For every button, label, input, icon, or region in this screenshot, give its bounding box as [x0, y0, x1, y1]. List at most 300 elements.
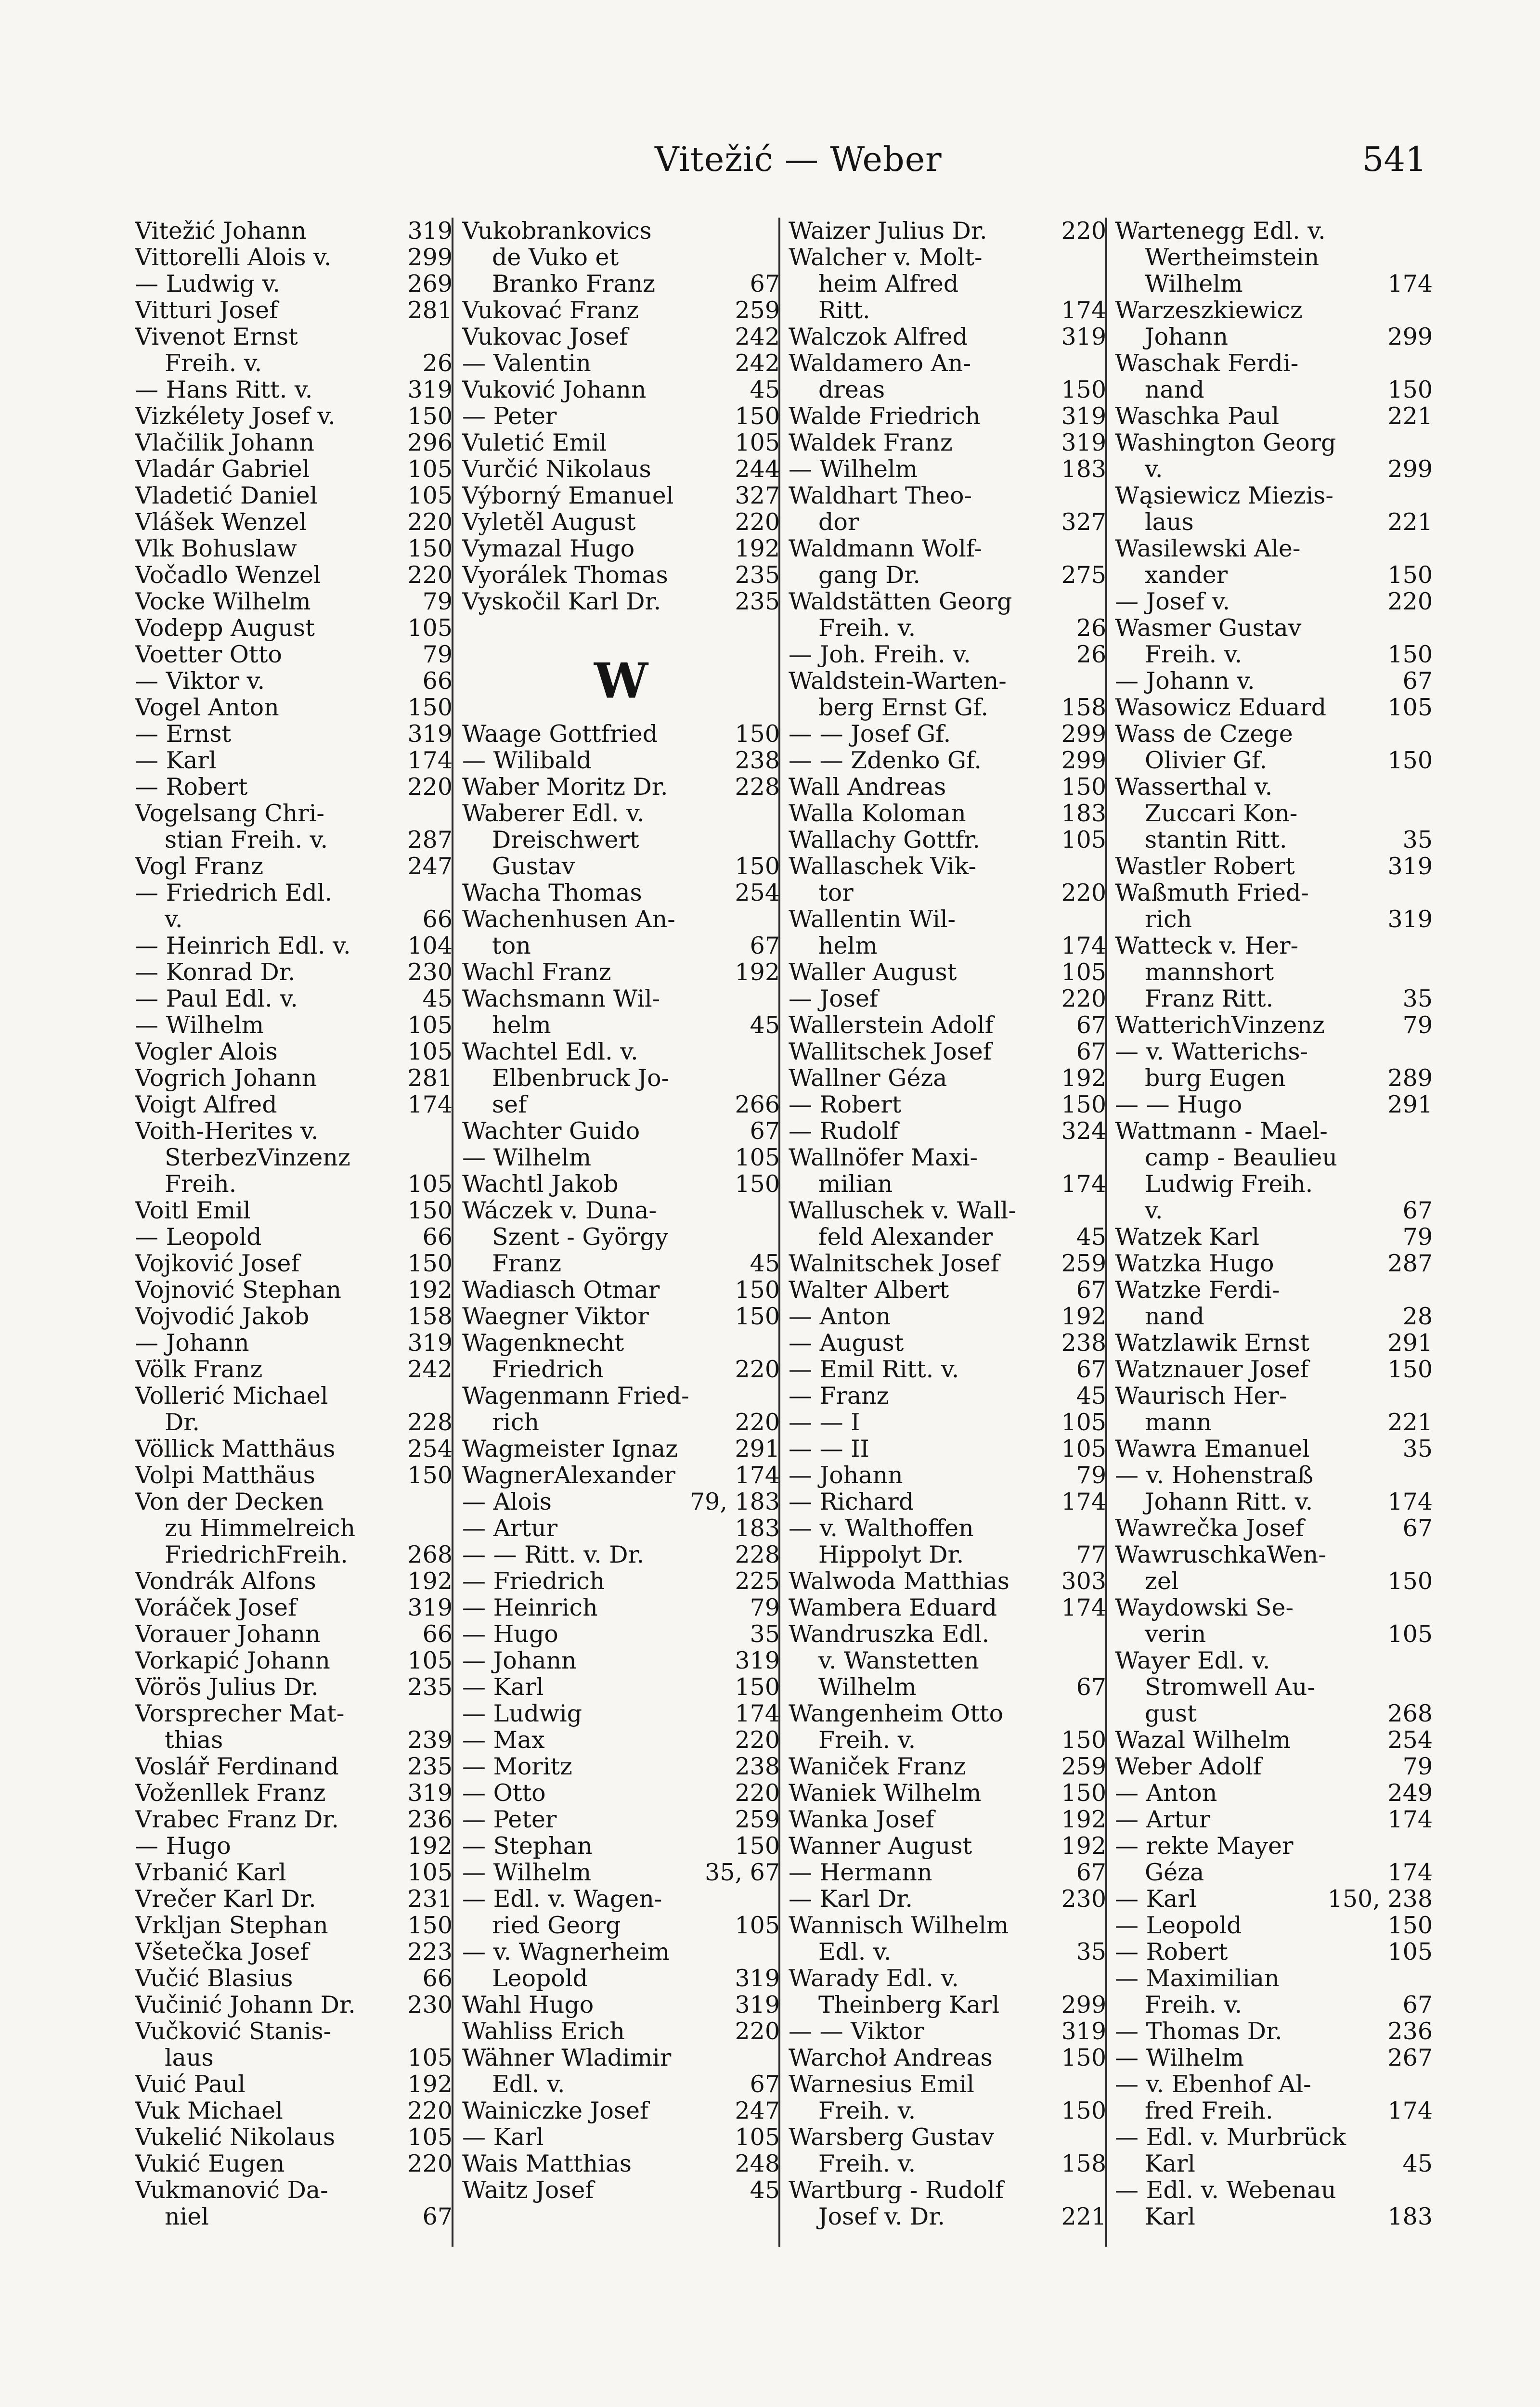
entry-name: Vitturi Josef	[135, 297, 278, 324]
entry-name: burg Eugen	[1145, 1065, 1286, 1091]
index-entry	[462, 1197, 780, 1224]
index-entry	[1115, 1462, 1433, 1488]
entry-name: Waegner Viktor	[462, 1303, 649, 1330]
entry-name: nand	[1145, 376, 1204, 403]
index-entry	[789, 668, 1106, 694]
entry-name: Wasilewski Ale-	[1115, 535, 1301, 562]
entry-name: Wattmann - Mael-	[1115, 1118, 1328, 1144]
index-entry-continuation	[1115, 509, 1433, 535]
entry-page: 230	[1061, 1886, 1106, 1912]
entry-page: 35	[1402, 827, 1433, 853]
index-entry	[462, 1515, 780, 1541]
index-entry	[462, 324, 780, 350]
index-entry	[1115, 297, 1433, 324]
entry-name: Výborný Emanuel	[462, 482, 674, 509]
entry-page: 105	[735, 2124, 780, 2150]
entry-name: Vittorelli Alois v.	[135, 244, 332, 271]
index-entry	[789, 827, 1106, 853]
entry-name: — Robert	[135, 774, 248, 800]
entry-name: Wawra Emanuel	[1115, 1436, 1310, 1462]
entry-name: Vyskočil Karl Dr.	[462, 588, 661, 615]
entry-page	[1101, 906, 1106, 932]
index-entry	[462, 906, 780, 932]
index-entry	[789, 800, 1106, 827]
entry-page	[1428, 1038, 1433, 1065]
entry-page	[775, 1886, 780, 1912]
entry-name: Wilhelm	[818, 1674, 917, 1700]
entry-page: 299	[1061, 747, 1106, 774]
index-entry	[1115, 1886, 1433, 1912]
index-entry-continuation	[462, 1065, 780, 1091]
entry-page: 319	[407, 218, 453, 244]
index-entry	[789, 959, 1106, 985]
index-entry	[135, 562, 453, 588]
index-entry-continuation	[789, 1992, 1106, 2018]
entry-name: feld Alexander	[818, 1224, 993, 1250]
entry-name: — Leopold	[1115, 1912, 1242, 1939]
entry-name: Waldamero An-	[789, 350, 971, 376]
index-entry	[135, 1647, 453, 1674]
index-entry	[135, 1118, 453, 1144]
index-entry	[462, 429, 780, 456]
entry-name: Zuccari Kon-	[1145, 800, 1298, 827]
entry-page: 238	[735, 747, 780, 774]
entry-page: 220	[407, 2097, 453, 2124]
entry-page	[1428, 2177, 1433, 2203]
entry-name: Freih. v.	[1145, 1992, 1242, 2018]
entry-name: Vogel Anton	[135, 694, 279, 721]
entry-page: 150	[1061, 1780, 1106, 1806]
index-entry	[462, 403, 780, 429]
entry-page: 105	[407, 1171, 453, 1197]
index-entry	[789, 721, 1106, 747]
entry-name: verin	[1145, 1621, 1206, 1647]
entry-page	[448, 1144, 453, 1171]
entry-name: — v. Watterichs-	[1115, 1038, 1308, 1065]
entry-page: 150	[1387, 641, 1433, 668]
index-entry	[1115, 535, 1433, 562]
index-entry	[135, 1356, 453, 1383]
entry-page	[1428, 297, 1433, 324]
entry-page: 79	[750, 1594, 780, 1621]
index-entry	[462, 1144, 780, 1171]
index-entry	[462, 1727, 780, 1753]
page-header	[0, 140, 1540, 193]
index-entry	[135, 429, 453, 456]
index-entry	[789, 218, 1106, 244]
entry-page: 105	[1387, 1939, 1433, 1965]
index-entry	[1115, 1038, 1433, 1065]
entry-page: 259	[1061, 1250, 1106, 1277]
entry-name: Szent - György	[492, 1224, 669, 1250]
entry-page: 174	[1387, 1859, 1433, 1886]
index-entry	[135, 1436, 453, 1462]
entry-name: — Karl	[135, 747, 217, 774]
entry-name: rich	[1145, 906, 1192, 932]
entry-name: — Edl. v. Webenau	[1115, 2177, 1336, 2203]
entry-name: Walwoda Matthias	[789, 1568, 1009, 1594]
entry-page: 174	[407, 1091, 453, 1118]
index-entry	[462, 509, 780, 535]
index-entry	[1115, 853, 1433, 880]
entry-page: 268	[1387, 1700, 1433, 1727]
index-entry	[1115, 1594, 1433, 1621]
index-entry	[789, 1515, 1106, 1541]
entry-name: Vogrich Johann	[135, 1065, 317, 1091]
entry-name: Wannisch Wilhelm	[789, 1912, 1009, 1939]
entry-name: Vuković Johann	[462, 376, 647, 403]
entry-name: — Heinrich	[462, 1594, 598, 1621]
entry-page: 105	[1387, 694, 1433, 721]
entry-page: 235	[407, 1674, 453, 1700]
entry-name: — Joh. Freih. v.	[789, 641, 971, 668]
entry-name: Waschak Ferdi-	[1115, 350, 1299, 376]
entry-name: Waberer Edl. v.	[462, 800, 645, 827]
entry-page: 267	[1387, 2045, 1433, 2071]
index-entry	[789, 1038, 1106, 1065]
entry-page: 35	[1402, 985, 1433, 1012]
entry-page: 242	[407, 1356, 453, 1383]
entry-page	[1101, 2071, 1106, 2097]
entry-page	[1101, 535, 1106, 562]
entry-page: 299	[1387, 324, 1433, 350]
entry-page: 230	[407, 959, 453, 985]
entry-page: 45	[1402, 2150, 1433, 2177]
index-entry	[789, 1356, 1106, 1383]
entry-page: 183	[1387, 2203, 1433, 2230]
entry-page: 105	[407, 482, 453, 509]
index-entry	[1115, 668, 1433, 694]
entry-name: — Peter	[462, 403, 557, 429]
entry-name: — Wilhelm	[462, 1859, 592, 1886]
entry-name: Wais Matthias	[462, 2150, 632, 2177]
entry-page: 105	[407, 1647, 453, 1674]
entry-page: 249	[1387, 1780, 1433, 1806]
entry-name: — Wilhelm	[462, 1144, 592, 1171]
entry-page: 150	[735, 1303, 780, 1330]
entry-name: rich	[492, 1409, 540, 1436]
entry-name: Freih. v.	[818, 615, 916, 641]
entry-name: fred Freih.	[1145, 2097, 1273, 2124]
entry-page: 79	[1402, 1753, 1433, 1780]
index-entry	[135, 721, 453, 747]
entry-page: 225	[735, 1568, 780, 1594]
entry-name: Waitz Josef	[462, 2177, 594, 2203]
entry-name: Dr.	[165, 1409, 200, 1436]
entry-name: Freih. v.	[818, 1727, 916, 1753]
entry-name: berg Ernst Gf.	[818, 694, 989, 721]
entry-page: 35	[1402, 1436, 1433, 1462]
entry-name: Wallachy Gottfr.	[789, 827, 980, 853]
entry-page: 150	[1061, 2097, 1106, 2124]
entry-page: 79	[422, 641, 453, 668]
entry-name: Wertheimstein	[1145, 244, 1320, 271]
entry-name: — Hans Ritt. v.	[135, 376, 313, 403]
entry-name: thias	[165, 1727, 223, 1753]
index-entry	[462, 1939, 780, 1965]
entry-name: Vogelsang Chri-	[135, 800, 324, 827]
entry-page: 238	[735, 1753, 780, 1780]
index-entry-continuation	[1115, 2150, 1433, 2177]
index-entry	[462, 1568, 780, 1594]
entry-page: 235	[407, 1753, 453, 1780]
entry-page	[1428, 1647, 1433, 1674]
entry-name: Vladár Gabriel	[135, 456, 310, 482]
entry-page: 150	[407, 1462, 453, 1488]
entry-page	[1428, 959, 1433, 985]
entry-page: 66	[422, 1621, 453, 1647]
entry-name: — Robert	[789, 1091, 902, 1118]
index-entry	[789, 1621, 1106, 1647]
index-entry	[462, 1833, 780, 1859]
entry-name: Vukovac Josef	[462, 324, 628, 350]
entry-page: 319	[1387, 906, 1433, 932]
entry-name: Wähner Wladimir	[462, 2045, 672, 2071]
entry-page	[1101, 1197, 1106, 1224]
entry-page: 220	[407, 2150, 453, 2177]
index-entry-continuation	[135, 1727, 453, 1753]
entry-name: Johann	[1145, 324, 1229, 350]
index-entry	[462, 1859, 780, 1886]
entry-page	[1428, 774, 1433, 800]
entry-name: Všetečka Josef	[135, 1939, 309, 1965]
entry-name: Vyletěl August	[462, 509, 636, 535]
index-entry	[1115, 1753, 1433, 1780]
index-entry	[462, 774, 780, 800]
index-column-1	[135, 218, 453, 2230]
index-entry	[789, 2177, 1106, 2203]
entry-name: Elbenbruck Jo-	[492, 1065, 670, 1091]
index-entry	[789, 350, 1106, 376]
index-entry	[1115, 721, 1433, 747]
index-entry	[462, 1171, 780, 1197]
index-entry	[1115, 1118, 1433, 1144]
index-entry	[135, 297, 453, 324]
entry-page	[1428, 800, 1433, 827]
entry-name: Vitežić Johann	[135, 218, 307, 244]
index-entry	[1115, 429, 1433, 456]
entry-page	[1101, 2177, 1106, 2203]
entry-page: 79	[1402, 1224, 1433, 1250]
entry-page: 220	[735, 1409, 780, 1436]
entry-page: 150	[1387, 376, 1433, 403]
entry-page	[1428, 1965, 1433, 1992]
index-entry	[789, 1277, 1106, 1303]
index-entry	[135, 853, 453, 880]
entry-page: 158	[1061, 694, 1106, 721]
entry-name: Vorkapić Johann	[135, 1647, 330, 1674]
entry-page	[448, 324, 453, 350]
index-entry-continuation	[789, 562, 1106, 588]
entry-name: Theinberg Karl	[818, 1992, 1000, 2018]
index-entry	[135, 641, 453, 668]
entry-page	[775, 1197, 780, 1224]
entry-name: — — Ritt. v. Dr.	[462, 1541, 645, 1568]
entry-name: dor	[818, 509, 859, 535]
index-entry	[135, 1091, 453, 1118]
entry-page	[1428, 1383, 1433, 1409]
index-entry	[135, 218, 453, 244]
entry-name: Voith-Herites v.	[135, 1118, 319, 1144]
entry-page: 66	[422, 906, 453, 932]
entry-page: 268	[407, 1541, 453, 1568]
index-entry	[462, 2097, 780, 2124]
index-entry	[789, 482, 1106, 509]
entry-page	[1428, 1171, 1433, 1197]
index-entry-continuation	[1115, 1621, 1433, 1647]
index-entry-continuation	[789, 694, 1106, 721]
entry-page: 35	[1076, 1939, 1106, 1965]
entry-page: 183	[735, 1515, 780, 1541]
entry-name: Wagenknecht	[462, 1330, 624, 1356]
entry-page: 192	[407, 1833, 453, 1859]
index-entry-continuation	[789, 1647, 1106, 1674]
entry-name: v. Wanstetten	[818, 1647, 979, 1674]
index-entry	[462, 562, 780, 588]
entry-page: 220	[735, 1356, 780, 1383]
index-entry-continuation	[1115, 1859, 1433, 1886]
entry-page: 45	[1076, 1383, 1106, 1409]
index-entry-continuation	[462, 1965, 780, 1992]
entry-name: Waniek Wilhelm	[789, 1780, 982, 1806]
entry-name: Walcher v. Molt-	[789, 244, 983, 271]
index-entry	[1115, 1912, 1433, 1939]
index-entry	[1115, 1012, 1433, 1038]
index-entry	[462, 297, 780, 324]
index-entry	[135, 1965, 453, 1992]
index-entry-continuation	[135, 350, 453, 376]
entry-name: Wass de Czege	[1115, 721, 1293, 747]
index-entry-continuation	[135, 2045, 453, 2071]
entry-page	[1428, 244, 1433, 271]
entry-page	[775, 1065, 780, 1091]
entry-page: 192	[735, 959, 780, 985]
index-entry	[1115, 1780, 1433, 1806]
entry-name: — Wilhelm	[789, 456, 918, 482]
entry-name: Volpi Matthäus	[135, 1462, 315, 1488]
entry-page: 319	[1061, 429, 1106, 456]
entry-name: Vladetić Daniel	[135, 482, 318, 509]
index-entry	[462, 1488, 780, 1515]
entry-name: — v. Walthoffen	[789, 1515, 974, 1541]
index-entry	[789, 1250, 1106, 1277]
index-entry	[789, 2124, 1106, 2150]
index-entry-continuation	[789, 1541, 1106, 1568]
entry-page: 319	[735, 1965, 780, 1992]
entry-name: Walnitschek Josef	[789, 1250, 999, 1277]
entry-name: Watzlawik Ernst	[1115, 1330, 1310, 1356]
entry-name: Waßmuth Fried-	[1115, 880, 1309, 906]
entry-name: Freih.	[165, 1171, 237, 1197]
entry-name: — Stephan	[462, 1833, 593, 1859]
index-entry	[789, 1886, 1106, 1912]
index-entry	[789, 985, 1106, 1012]
entry-page: 299	[1387, 456, 1433, 482]
entry-page: 220	[735, 2018, 780, 2045]
entry-name: Wachenhusen An-	[462, 906, 675, 932]
entry-name: Waschka Paul	[1115, 403, 1280, 429]
entry-page	[448, 800, 453, 827]
index-entry-continuation	[135, 2203, 453, 2230]
entry-name: WagnerAlexander	[462, 1462, 675, 1488]
index-entry	[462, 482, 780, 509]
entry-name: — Karl	[1115, 1886, 1197, 1912]
index-entry-continuation	[462, 1250, 780, 1277]
entry-page: 150	[1387, 747, 1433, 774]
entry-page: 150	[407, 694, 453, 721]
entry-name: — Moritz	[462, 1753, 572, 1780]
index-entry	[789, 1488, 1106, 1515]
index-entry-continuation	[135, 1515, 453, 1541]
entry-page: 192	[1061, 1065, 1106, 1091]
entry-page: 105	[1061, 959, 1106, 985]
index-entry-continuation	[462, 1012, 780, 1038]
index-entry	[135, 1700, 453, 1727]
entry-page: 192	[407, 1568, 453, 1594]
entry-page	[1428, 1674, 1433, 1700]
section-letter: W	[594, 652, 648, 709]
entry-page: 174	[1387, 2097, 1433, 2124]
entry-name: Vivenot Ernst	[135, 324, 298, 350]
entry-page: 150, 238	[1327, 1886, 1433, 1912]
entry-name: Walla Koloman	[789, 800, 966, 827]
entry-page: 45	[422, 985, 453, 1012]
entry-page: 67	[750, 2071, 780, 2097]
index-entry	[135, 1594, 453, 1621]
entry-name: Warady Edl. v.	[789, 1965, 959, 1992]
index-entry	[1115, 2045, 1433, 2071]
index-entry	[789, 535, 1106, 562]
index-entry	[789, 853, 1106, 880]
entry-page	[448, 1700, 453, 1727]
index-entry	[135, 1912, 453, 1939]
entry-name: Voženllek Franz	[135, 1780, 326, 1806]
entry-page: 242	[735, 324, 780, 350]
entry-name: Wartenegg Edl. v.	[1115, 218, 1326, 244]
entry-name: Vrabec Franz Dr.	[135, 1806, 339, 1833]
entry-page: 150	[735, 1277, 780, 1303]
index-entry	[789, 2045, 1106, 2071]
index-entry	[789, 774, 1106, 800]
index-entry	[135, 694, 453, 721]
entry-name: Vučinić Johann Dr.	[135, 1992, 356, 2018]
index-entry	[789, 906, 1106, 932]
entry-page	[1101, 1621, 1106, 1647]
index-entry-continuation	[1115, 1409, 1433, 1436]
entry-name: — — I	[789, 1409, 860, 1436]
index-entry-continuation	[789, 1171, 1106, 1197]
entry-page: 291	[1387, 1330, 1433, 1356]
entry-page: 319	[1061, 2018, 1106, 2045]
entry-page: 150	[735, 853, 780, 880]
entry-name: mann	[1145, 1409, 1212, 1436]
index-entry	[789, 1859, 1106, 1886]
entry-name: Wachsmann Wil-	[462, 985, 660, 1012]
entry-name: Wawrečka Josef	[1115, 1515, 1305, 1541]
entry-page	[1428, 218, 1433, 244]
index-entry	[462, 800, 780, 827]
index-entry-continuation	[1115, 1171, 1433, 1197]
index-entry-continuation	[462, 1409, 780, 1436]
entry-name: Warzeszkiewicz	[1115, 297, 1303, 324]
entry-page: 150	[1061, 2045, 1106, 2071]
entry-name: Wahl Hugo	[462, 1992, 594, 2018]
entry-page	[1428, 721, 1433, 747]
entry-page: 327	[1061, 509, 1106, 535]
index-entry	[789, 1091, 1106, 1118]
entry-name: — v. Hohenstraß	[1115, 1462, 1314, 1488]
entry-page: 77	[1076, 1541, 1106, 1568]
